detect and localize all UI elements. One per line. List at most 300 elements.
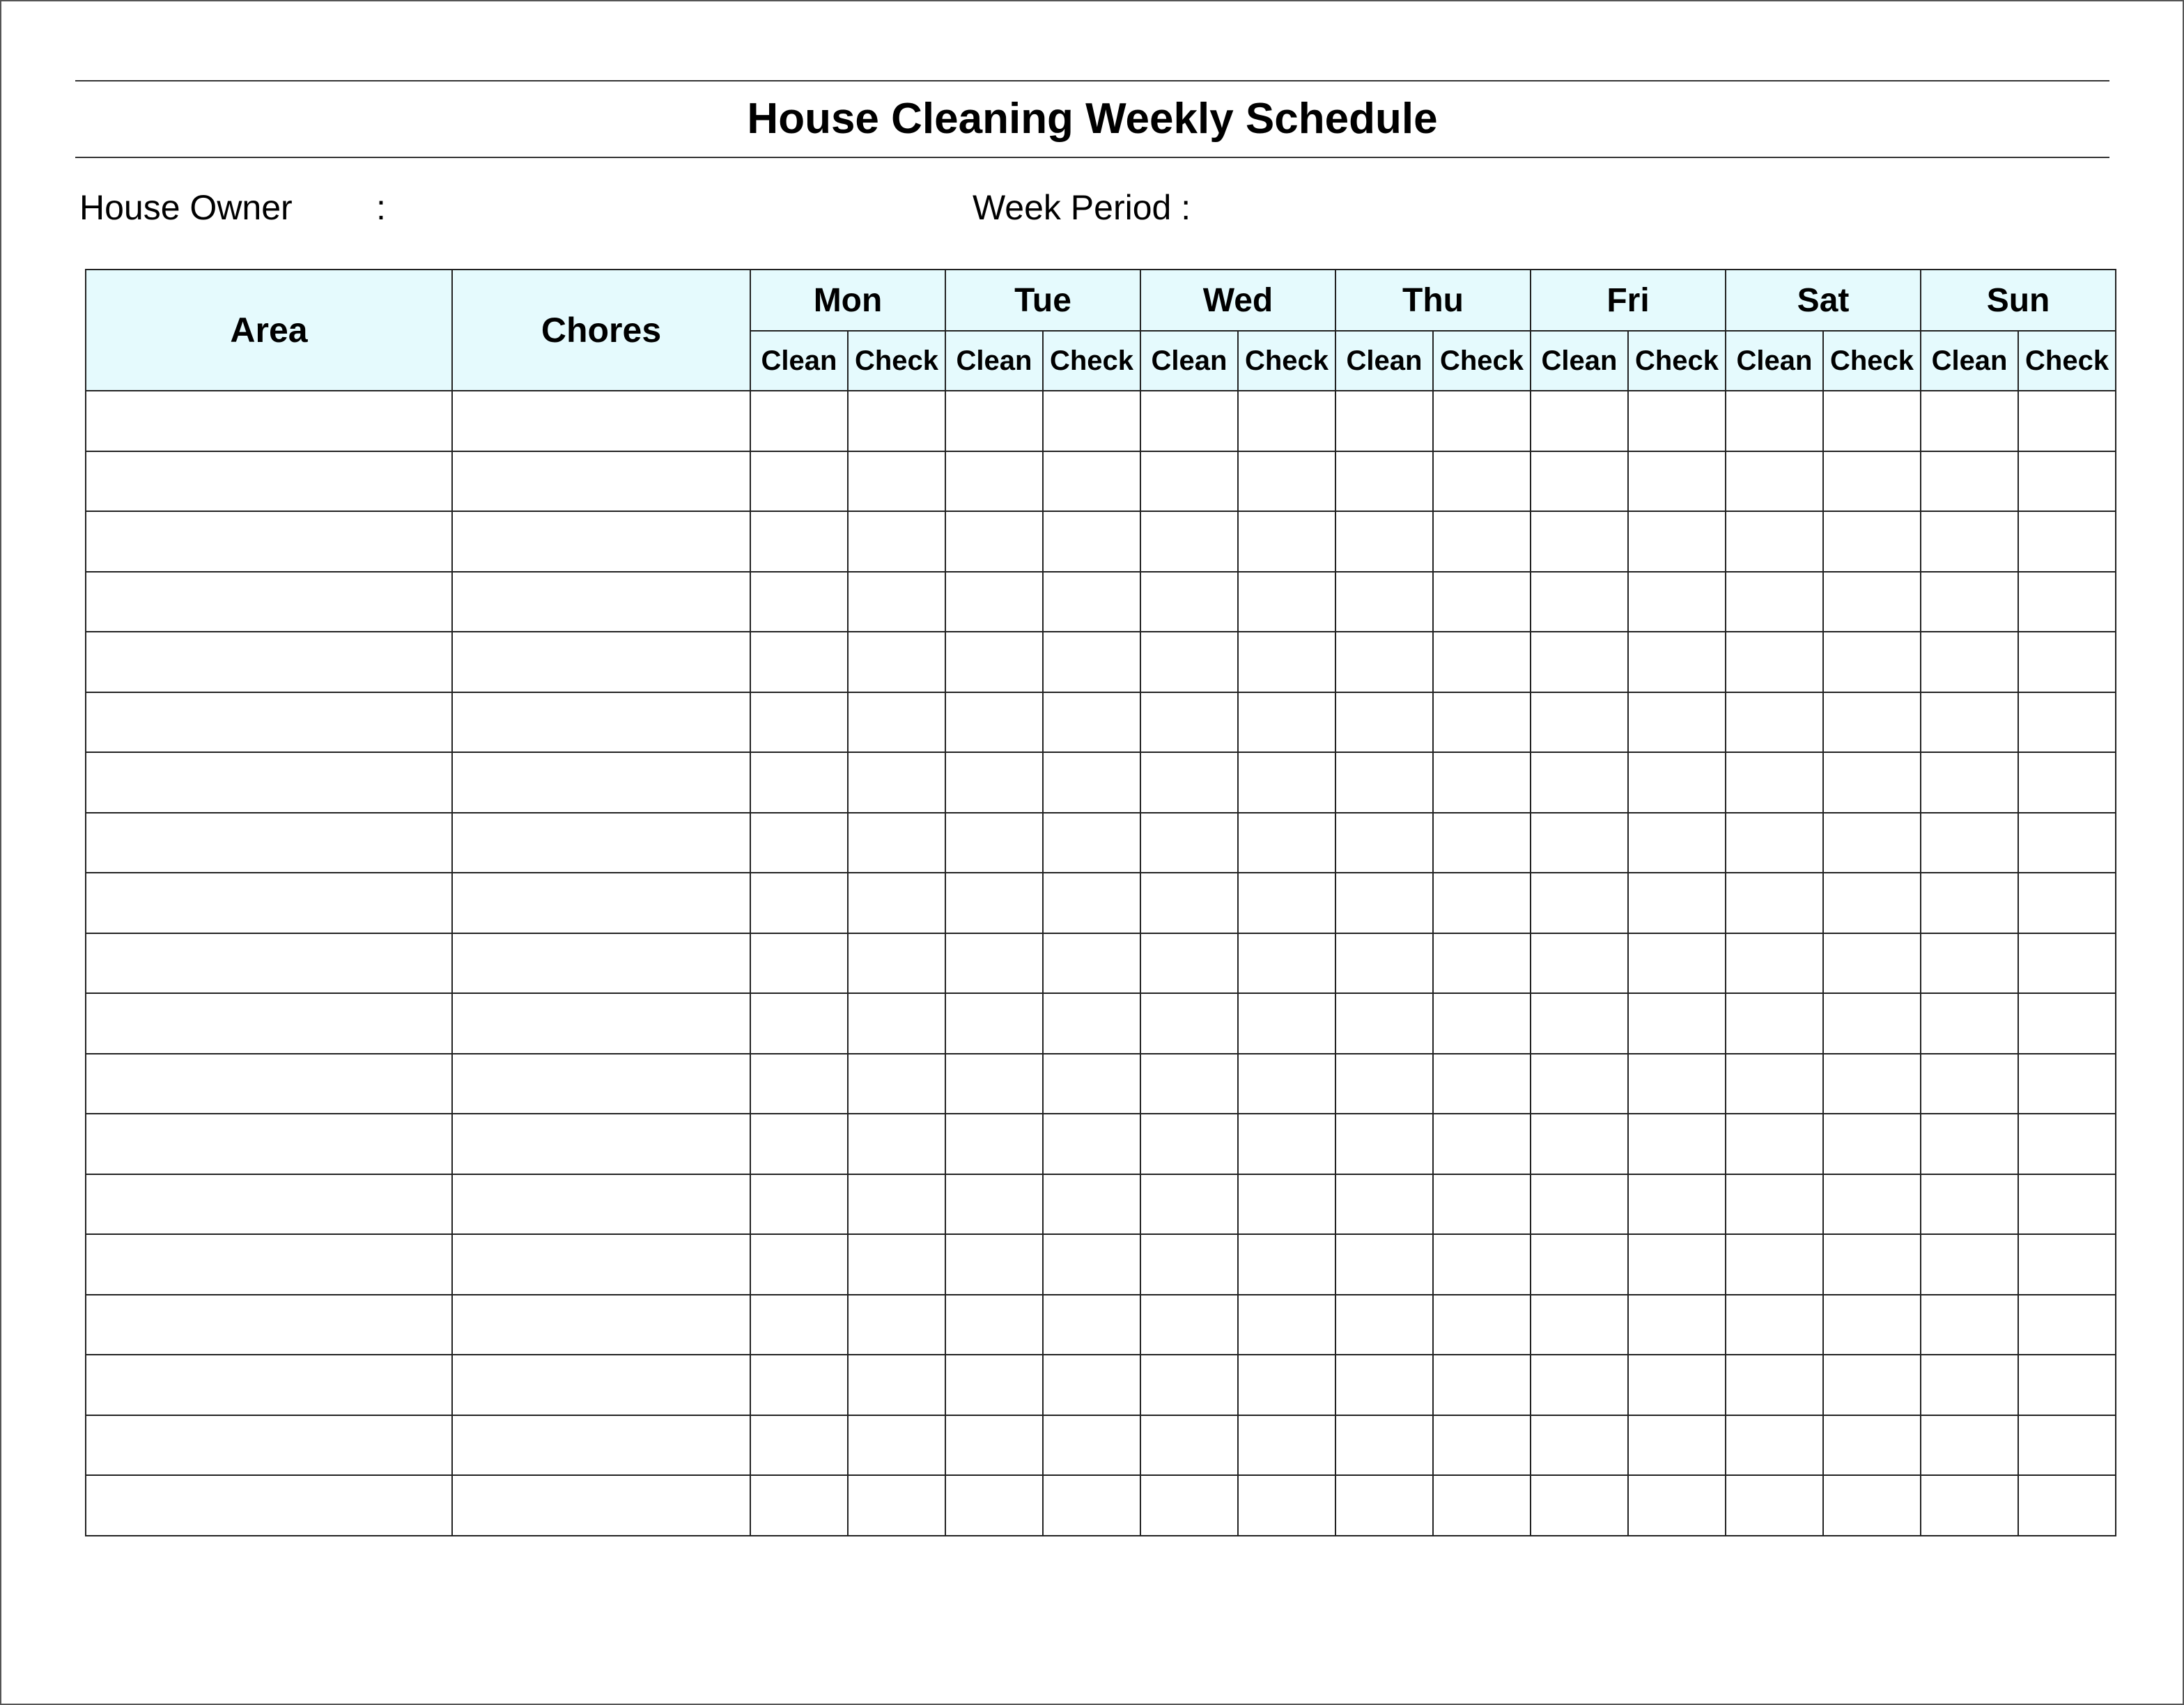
clean-cell[interactable] xyxy=(1140,752,1238,813)
clean-cell[interactable] xyxy=(1531,1174,1628,1235)
area-cell[interactable] xyxy=(86,451,452,512)
check-cell[interactable] xyxy=(1823,632,1921,692)
area-cell[interactable] xyxy=(86,391,452,451)
check-cell[interactable] xyxy=(1433,572,1531,632)
chores-cell[interactable] xyxy=(452,1415,750,1476)
clean-cell[interactable] xyxy=(945,993,1043,1054)
check-cell[interactable] xyxy=(848,1174,945,1235)
clean-cell[interactable] xyxy=(750,391,848,451)
check-cell[interactable] xyxy=(1628,632,1726,692)
clean-cell[interactable] xyxy=(1335,1355,1433,1415)
check-cell[interactable] xyxy=(1238,1234,1335,1295)
check-cell[interactable] xyxy=(1238,813,1335,873)
check-cell[interactable] xyxy=(1628,752,1726,813)
clean-cell[interactable] xyxy=(750,632,848,692)
check-cell[interactable] xyxy=(1823,1355,1921,1415)
clean-cell[interactable] xyxy=(945,1174,1043,1235)
clean-cell[interactable] xyxy=(750,1295,848,1355)
check-cell[interactable] xyxy=(1823,993,1921,1054)
chores-cell[interactable] xyxy=(452,692,750,753)
clean-cell[interactable] xyxy=(1921,391,2018,451)
check-cell[interactable] xyxy=(848,632,945,692)
check-cell[interactable] xyxy=(848,572,945,632)
clean-cell[interactable] xyxy=(945,1234,1043,1295)
clean-cell[interactable] xyxy=(1140,692,1238,753)
check-cell[interactable] xyxy=(848,1355,945,1415)
check-cell[interactable] xyxy=(1433,1295,1531,1355)
check-cell[interactable] xyxy=(1238,692,1335,753)
clean-cell[interactable] xyxy=(1726,572,1823,632)
clean-cell[interactable] xyxy=(1726,813,1823,873)
area-cell[interactable] xyxy=(86,933,452,994)
clean-cell[interactable] xyxy=(1726,1415,1823,1476)
clean-cell[interactable] xyxy=(1921,873,2018,933)
check-cell[interactable] xyxy=(1628,813,1726,873)
check-cell[interactable] xyxy=(1043,1475,1140,1536)
clean-cell[interactable] xyxy=(1140,813,1238,873)
clean-cell[interactable] xyxy=(1921,1295,2018,1355)
clean-cell[interactable] xyxy=(1531,1415,1628,1476)
check-cell[interactable] xyxy=(1823,1114,1921,1174)
check-cell[interactable] xyxy=(1823,1475,1921,1536)
check-cell[interactable] xyxy=(1628,1295,1726,1355)
check-cell[interactable] xyxy=(1043,572,1140,632)
clean-cell[interactable] xyxy=(945,1355,1043,1415)
clean-cell[interactable] xyxy=(1726,1054,1823,1114)
clean-cell[interactable] xyxy=(1921,752,2018,813)
area-cell[interactable] xyxy=(86,1174,452,1235)
clean-cell[interactable] xyxy=(1140,451,1238,512)
clean-cell[interactable] xyxy=(1335,1295,1433,1355)
check-cell[interactable] xyxy=(1433,1054,1531,1114)
area-cell[interactable] xyxy=(86,813,452,873)
check-cell[interactable] xyxy=(1238,1174,1335,1235)
clean-cell[interactable] xyxy=(1140,993,1238,1054)
check-cell[interactable] xyxy=(848,692,945,753)
check-cell[interactable] xyxy=(1628,993,1726,1054)
clean-cell[interactable] xyxy=(1531,1295,1628,1355)
clean-cell[interactable] xyxy=(1531,572,1628,632)
check-cell[interactable] xyxy=(1628,1234,1726,1295)
clean-cell[interactable] xyxy=(1921,1054,2018,1114)
chores-cell[interactable] xyxy=(452,1054,750,1114)
clean-cell[interactable] xyxy=(1140,511,1238,572)
area-cell[interactable] xyxy=(86,1475,452,1536)
clean-cell[interactable] xyxy=(1726,692,1823,753)
check-cell[interactable] xyxy=(1433,1415,1531,1476)
check-cell[interactable] xyxy=(1238,1114,1335,1174)
clean-cell[interactable] xyxy=(945,1054,1043,1114)
chores-cell[interactable] xyxy=(452,1174,750,1235)
check-cell[interactable] xyxy=(1823,933,1921,994)
check-cell[interactable] xyxy=(1238,391,1335,451)
clean-cell[interactable] xyxy=(1335,391,1433,451)
check-cell[interactable] xyxy=(1238,1054,1335,1114)
clean-cell[interactable] xyxy=(945,1475,1043,1536)
check-cell[interactable] xyxy=(1823,1174,1921,1235)
check-cell[interactable] xyxy=(1043,632,1140,692)
clean-cell[interactable] xyxy=(1726,993,1823,1054)
check-cell[interactable] xyxy=(848,451,945,512)
check-cell[interactable] xyxy=(1043,1415,1140,1476)
area-cell[interactable] xyxy=(86,511,452,572)
check-cell[interactable] xyxy=(1433,1475,1531,1536)
clean-cell[interactable] xyxy=(945,1415,1043,1476)
check-cell[interactable] xyxy=(2018,511,2116,572)
check-cell[interactable] xyxy=(1823,451,1921,512)
clean-cell[interactable] xyxy=(750,993,848,1054)
check-cell[interactable] xyxy=(1628,1174,1726,1235)
check-cell[interactable] xyxy=(2018,632,2116,692)
check-cell[interactable] xyxy=(1628,451,1726,512)
chores-cell[interactable] xyxy=(452,391,750,451)
check-cell[interactable] xyxy=(2018,1114,2116,1174)
check-cell[interactable] xyxy=(1043,1295,1140,1355)
check-cell[interactable] xyxy=(1238,1475,1335,1536)
check-cell[interactable] xyxy=(1043,813,1140,873)
area-cell[interactable] xyxy=(86,873,452,933)
check-cell[interactable] xyxy=(848,873,945,933)
clean-cell[interactable] xyxy=(1726,391,1823,451)
clean-cell[interactable] xyxy=(750,752,848,813)
clean-cell[interactable] xyxy=(945,632,1043,692)
check-cell[interactable] xyxy=(1433,993,1531,1054)
clean-cell[interactable] xyxy=(945,752,1043,813)
check-cell[interactable] xyxy=(2018,1415,2116,1476)
check-cell[interactable] xyxy=(1433,391,1531,451)
check-cell[interactable] xyxy=(2018,873,2116,933)
check-cell[interactable] xyxy=(1043,993,1140,1054)
check-cell[interactable] xyxy=(1823,1054,1921,1114)
check-cell[interactable] xyxy=(1043,692,1140,753)
clean-cell[interactable] xyxy=(1921,1174,2018,1235)
clean-cell[interactable] xyxy=(1335,752,1433,813)
clean-cell[interactable] xyxy=(1140,1475,1238,1536)
check-cell[interactable] xyxy=(1238,1295,1335,1355)
check-cell[interactable] xyxy=(1433,873,1531,933)
clean-cell[interactable] xyxy=(1335,1114,1433,1174)
area-cell[interactable] xyxy=(86,1295,452,1355)
clean-cell[interactable] xyxy=(750,1174,848,1235)
check-cell[interactable] xyxy=(1823,511,1921,572)
clean-cell[interactable] xyxy=(1335,1234,1433,1295)
clean-cell[interactable] xyxy=(1921,692,2018,753)
check-cell[interactable] xyxy=(1043,1355,1140,1415)
check-cell[interactable] xyxy=(1823,692,1921,753)
check-cell[interactable] xyxy=(1433,1355,1531,1415)
clean-cell[interactable] xyxy=(1921,451,2018,512)
check-cell[interactable] xyxy=(848,511,945,572)
chores-cell[interactable] xyxy=(452,813,750,873)
clean-cell[interactable] xyxy=(945,873,1043,933)
check-cell[interactable] xyxy=(1043,451,1140,512)
check-cell[interactable] xyxy=(1628,1114,1726,1174)
check-cell[interactable] xyxy=(2018,1355,2116,1415)
check-cell[interactable] xyxy=(1433,1114,1531,1174)
area-cell[interactable] xyxy=(86,1355,452,1415)
clean-cell[interactable] xyxy=(1726,1174,1823,1235)
clean-cell[interactable] xyxy=(1531,692,1628,753)
clean-cell[interactable] xyxy=(945,1114,1043,1174)
area-cell[interactable] xyxy=(86,1054,452,1114)
chores-cell[interactable] xyxy=(452,1295,750,1355)
area-cell[interactable] xyxy=(86,993,452,1054)
clean-cell[interactable] xyxy=(1335,813,1433,873)
clean-cell[interactable] xyxy=(1140,1415,1238,1476)
clean-cell[interactable] xyxy=(1335,1174,1433,1235)
clean-cell[interactable] xyxy=(1531,451,1628,512)
clean-cell[interactable] xyxy=(1921,1415,2018,1476)
clean-cell[interactable] xyxy=(1335,1475,1433,1536)
chores-cell[interactable] xyxy=(452,1475,750,1536)
check-cell[interactable] xyxy=(848,391,945,451)
clean-cell[interactable] xyxy=(1531,873,1628,933)
check-cell[interactable] xyxy=(1628,873,1726,933)
clean-cell[interactable] xyxy=(750,1475,848,1536)
clean-cell[interactable] xyxy=(750,451,848,512)
check-cell[interactable] xyxy=(848,933,945,994)
area-cell[interactable] xyxy=(86,572,452,632)
clean-cell[interactable] xyxy=(1531,1355,1628,1415)
area-cell[interactable] xyxy=(86,1114,452,1174)
check-cell[interactable] xyxy=(1433,632,1531,692)
check-cell[interactable] xyxy=(2018,1295,2116,1355)
check-cell[interactable] xyxy=(2018,391,2116,451)
chores-cell[interactable] xyxy=(452,873,750,933)
clean-cell[interactable] xyxy=(1140,1234,1238,1295)
clean-cell[interactable] xyxy=(1531,1114,1628,1174)
clean-cell[interactable] xyxy=(1140,391,1238,451)
clean-cell[interactable] xyxy=(1531,933,1628,994)
check-cell[interactable] xyxy=(1043,933,1140,994)
clean-cell[interactable] xyxy=(1531,1475,1628,1536)
clean-cell[interactable] xyxy=(1921,1234,2018,1295)
clean-cell[interactable] xyxy=(1140,632,1238,692)
clean-cell[interactable] xyxy=(750,1054,848,1114)
check-cell[interactable] xyxy=(1628,1475,1726,1536)
check-cell[interactable] xyxy=(1823,1415,1921,1476)
clean-cell[interactable] xyxy=(750,1355,848,1415)
check-cell[interactable] xyxy=(1043,1054,1140,1114)
check-cell[interactable] xyxy=(1433,511,1531,572)
check-cell[interactable] xyxy=(1433,1234,1531,1295)
check-cell[interactable] xyxy=(1043,511,1140,572)
clean-cell[interactable] xyxy=(945,692,1043,753)
clean-cell[interactable] xyxy=(1921,632,2018,692)
check-cell[interactable] xyxy=(1238,632,1335,692)
check-cell[interactable] xyxy=(1043,1174,1140,1235)
area-cell[interactable] xyxy=(86,1234,452,1295)
check-cell[interactable] xyxy=(1238,511,1335,572)
clean-cell[interactable] xyxy=(1921,1475,2018,1536)
chores-cell[interactable] xyxy=(452,511,750,572)
clean-cell[interactable] xyxy=(1140,873,1238,933)
chores-cell[interactable] xyxy=(452,933,750,994)
check-cell[interactable] xyxy=(1238,873,1335,933)
clean-cell[interactable] xyxy=(1531,1054,1628,1114)
clean-cell[interactable] xyxy=(945,572,1043,632)
check-cell[interactable] xyxy=(2018,451,2116,512)
clean-cell[interactable] xyxy=(1726,632,1823,692)
check-cell[interactable] xyxy=(1043,1114,1140,1174)
check-cell[interactable] xyxy=(848,1114,945,1174)
chores-cell[interactable] xyxy=(452,451,750,512)
clean-cell[interactable] xyxy=(750,933,848,994)
clean-cell[interactable] xyxy=(750,572,848,632)
area-cell[interactable] xyxy=(86,692,452,753)
clean-cell[interactable] xyxy=(945,511,1043,572)
chores-cell[interactable] xyxy=(452,632,750,692)
check-cell[interactable] xyxy=(2018,1234,2116,1295)
clean-cell[interactable] xyxy=(945,391,1043,451)
clean-cell[interactable] xyxy=(1531,752,1628,813)
check-cell[interactable] xyxy=(1433,813,1531,873)
check-cell[interactable] xyxy=(2018,1174,2116,1235)
clean-cell[interactable] xyxy=(1921,933,2018,994)
clean-cell[interactable] xyxy=(1140,572,1238,632)
clean-cell[interactable] xyxy=(1335,451,1433,512)
check-cell[interactable] xyxy=(848,1295,945,1355)
check-cell[interactable] xyxy=(2018,813,2116,873)
chores-cell[interactable] xyxy=(452,752,750,813)
clean-cell[interactable] xyxy=(1140,1295,1238,1355)
clean-cell[interactable] xyxy=(945,1295,1043,1355)
clean-cell[interactable] xyxy=(1335,511,1433,572)
clean-cell[interactable] xyxy=(750,873,848,933)
check-cell[interactable] xyxy=(1238,993,1335,1054)
check-cell[interactable] xyxy=(848,1415,945,1476)
check-cell[interactable] xyxy=(2018,572,2116,632)
clean-cell[interactable] xyxy=(1726,1234,1823,1295)
check-cell[interactable] xyxy=(1238,572,1335,632)
area-cell[interactable] xyxy=(86,1415,452,1476)
clean-cell[interactable] xyxy=(1921,511,2018,572)
check-cell[interactable] xyxy=(1433,1174,1531,1235)
check-cell[interactable] xyxy=(1823,572,1921,632)
clean-cell[interactable] xyxy=(1726,1355,1823,1415)
clean-cell[interactable] xyxy=(1726,511,1823,572)
clean-cell[interactable] xyxy=(1726,451,1823,512)
check-cell[interactable] xyxy=(1238,451,1335,512)
check-cell[interactable] xyxy=(1823,752,1921,813)
clean-cell[interactable] xyxy=(1726,873,1823,933)
check-cell[interactable] xyxy=(1433,752,1531,813)
clean-cell[interactable] xyxy=(1921,1114,2018,1174)
clean-cell[interactable] xyxy=(945,933,1043,994)
clean-cell[interactable] xyxy=(1335,933,1433,994)
check-cell[interactable] xyxy=(1823,1234,1921,1295)
clean-cell[interactable] xyxy=(1140,1355,1238,1415)
clean-cell[interactable] xyxy=(1921,572,2018,632)
check-cell[interactable] xyxy=(2018,1054,2116,1114)
check-cell[interactable] xyxy=(1823,813,1921,873)
clean-cell[interactable] xyxy=(1140,933,1238,994)
clean-cell[interactable] xyxy=(945,451,1043,512)
chores-cell[interactable] xyxy=(452,993,750,1054)
check-cell[interactable] xyxy=(1628,511,1726,572)
check-cell[interactable] xyxy=(2018,752,2116,813)
check-cell[interactable] xyxy=(2018,993,2116,1054)
area-cell[interactable] xyxy=(86,632,452,692)
clean-cell[interactable] xyxy=(1531,511,1628,572)
check-cell[interactable] xyxy=(1628,1355,1726,1415)
clean-cell[interactable] xyxy=(1335,1415,1433,1476)
clean-cell[interactable] xyxy=(1921,993,2018,1054)
clean-cell[interactable] xyxy=(1726,1475,1823,1536)
check-cell[interactable] xyxy=(1628,692,1726,753)
clean-cell[interactable] xyxy=(1531,1234,1628,1295)
chores-cell[interactable] xyxy=(452,1355,750,1415)
clean-cell[interactable] xyxy=(750,511,848,572)
check-cell[interactable] xyxy=(2018,1475,2116,1536)
check-cell[interactable] xyxy=(1238,933,1335,994)
clean-cell[interactable] xyxy=(1335,572,1433,632)
clean-cell[interactable] xyxy=(1726,752,1823,813)
check-cell[interactable] xyxy=(1043,873,1140,933)
area-cell[interactable] xyxy=(86,752,452,813)
clean-cell[interactable] xyxy=(750,692,848,753)
clean-cell[interactable] xyxy=(1531,993,1628,1054)
clean-cell[interactable] xyxy=(1335,692,1433,753)
clean-cell[interactable] xyxy=(1921,1355,2018,1415)
check-cell[interactable] xyxy=(1043,1234,1140,1295)
check-cell[interactable] xyxy=(1628,1415,1726,1476)
check-cell[interactable] xyxy=(1238,1415,1335,1476)
clean-cell[interactable] xyxy=(1531,813,1628,873)
clean-cell[interactable] xyxy=(1335,993,1433,1054)
check-cell[interactable] xyxy=(1628,1054,1726,1114)
check-cell[interactable] xyxy=(1043,752,1140,813)
clean-cell[interactable] xyxy=(1335,873,1433,933)
check-cell[interactable] xyxy=(848,1475,945,1536)
check-cell[interactable] xyxy=(1433,451,1531,512)
check-cell[interactable] xyxy=(2018,933,2116,994)
clean-cell[interactable] xyxy=(1335,632,1433,692)
check-cell[interactable] xyxy=(1823,1295,1921,1355)
check-cell[interactable] xyxy=(2018,692,2116,753)
clean-cell[interactable] xyxy=(1726,1295,1823,1355)
check-cell[interactable] xyxy=(848,752,945,813)
check-cell[interactable] xyxy=(1433,692,1531,753)
clean-cell[interactable] xyxy=(1726,1114,1823,1174)
clean-cell[interactable] xyxy=(1726,933,1823,994)
check-cell[interactable] xyxy=(1628,572,1726,632)
clean-cell[interactable] xyxy=(1335,1054,1433,1114)
check-cell[interactable] xyxy=(1238,1355,1335,1415)
check-cell[interactable] xyxy=(848,1054,945,1114)
clean-cell[interactable] xyxy=(1921,813,2018,873)
check-cell[interactable] xyxy=(848,1234,945,1295)
clean-cell[interactable] xyxy=(750,1415,848,1476)
chores-cell[interactable] xyxy=(452,572,750,632)
clean-cell[interactable] xyxy=(1140,1174,1238,1235)
clean-cell[interactable] xyxy=(945,813,1043,873)
check-cell[interactable] xyxy=(1628,391,1726,451)
check-cell[interactable] xyxy=(848,993,945,1054)
chores-cell[interactable] xyxy=(452,1234,750,1295)
chores-cell[interactable] xyxy=(452,1114,750,1174)
check-cell[interactable] xyxy=(1823,873,1921,933)
check-cell[interactable] xyxy=(848,813,945,873)
clean-cell[interactable] xyxy=(750,1114,848,1174)
check-cell[interactable] xyxy=(1628,933,1726,994)
check-cell[interactable] xyxy=(1823,391,1921,451)
clean-cell[interactable] xyxy=(1531,632,1628,692)
clean-cell[interactable] xyxy=(750,1234,848,1295)
check-cell[interactable] xyxy=(1433,933,1531,994)
clean-cell[interactable] xyxy=(1140,1054,1238,1114)
clean-cell[interactable] xyxy=(1531,391,1628,451)
